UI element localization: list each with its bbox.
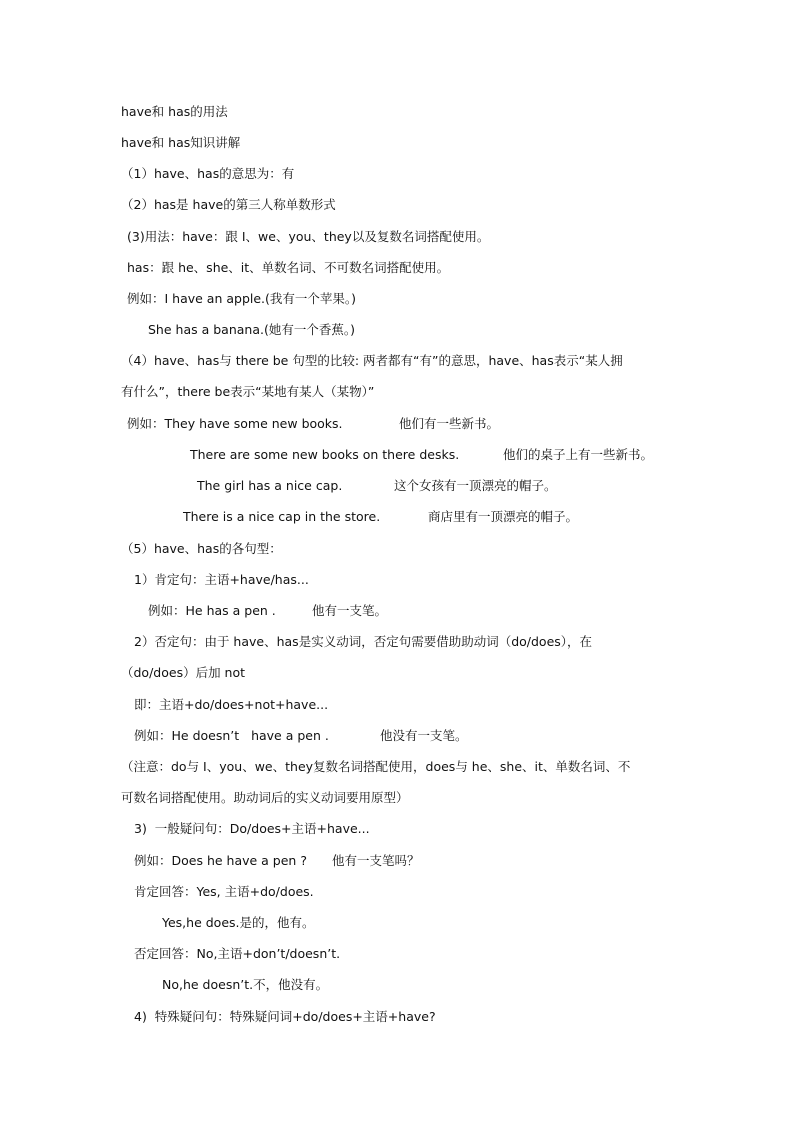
example-5-en: The girl has a nice cap.	[197, 478, 343, 493]
para-5-line-1: （4）have、has与 there be 句型的比较: 两者都有“有”的意思，have、has表示“某人拥	[121, 353, 623, 368]
para-4: has：跟 he、she、it、单数名词、不可数名词搭配使用。	[127, 260, 450, 275]
sentence-type-4: 4) 特殊疑问句：特殊疑问词+do/does+主语+have?	[134, 1009, 436, 1024]
negative-answer-example: No,he doesn’t.不，他没有。	[162, 977, 329, 992]
example-6-cn: 商店里有一顶漂亮的帽子。	[428, 509, 579, 524]
sentence-type-3-example-cn: 他有一支笔吗？	[332, 853, 420, 868]
affirmative-answer-example: Yes,he does.是的，他有。	[162, 915, 315, 930]
sentence-type-2-line-3: 即：主语+do/does+not+have...	[134, 697, 329, 712]
note-line-1: （注意：do与 I、you、we、they复数名词搭配使用，does与 he、she、it、单数名词、不	[121, 759, 631, 774]
para-6: （5）have、has的各句型：	[121, 541, 282, 556]
example-6-en: There is a nice cap in the store.	[183, 509, 381, 524]
para-3: (3)用法：have：跟 I、we、you、they以及复数名词搭配使用。	[127, 229, 490, 244]
sentence-type-3: 3) 一般疑问句：Do/does+主语+have...	[134, 821, 370, 836]
sentence-type-3-example-en: 例如：Does he have a pen ?	[134, 853, 307, 868]
example-4-cn: 他们的桌子上有一些新书。	[503, 447, 654, 462]
example-4-en: There are some new books on there desks.	[190, 447, 460, 462]
example-3-en: 例如：They have some new books.	[127, 416, 343, 431]
para-2: （2）has是 have的第三人称单数形式	[121, 197, 336, 212]
negative-answer: 否定回答：No,主语+don’t/doesn’t.	[134, 946, 341, 961]
sentence-type-1-example-cn: 他有一支笔。	[312, 603, 388, 618]
example-5-cn: 这个女孩有一顶漂亮的帽子。	[394, 478, 557, 493]
example-3-cn: 他们有一些新书。	[399, 416, 500, 431]
para-5-line-2: 有什么”，there be表示“某地有某人（某物）”	[121, 384, 375, 399]
sentence-type-1-example-en: 例如：He has a pen .	[148, 603, 276, 618]
affirmative-answer: 肯定回答：Yes, 主语+do/does.	[134, 884, 314, 899]
example-1: 例如：I have an apple.(我有一个苹果。)	[127, 291, 357, 306]
sentence-type-2-line-2: （do/does）后加 not	[121, 665, 246, 680]
example-2: She has a banana.(她有一个香蕉。)	[148, 322, 355, 337]
sentence-type-1: 1）肯定句：主语+have/has...	[134, 572, 309, 587]
note-line-2: 可数名词搭配使用。助动词后的实义动词要用原型）	[121, 790, 409, 805]
para-1: （1）have、has的意思为：有	[121, 166, 295, 181]
sentence-type-2-example-en: 例如：He doesn’t have a pen .	[134, 728, 329, 743]
sentence-type-2-line-1: 2）否定句：由于 have、has是实义动词，否定句需要借助助动词（do/does），在	[134, 634, 593, 649]
doc-subtitle: have和 has知识讲解	[121, 135, 241, 150]
doc-title: have和 has的用法	[121, 104, 228, 119]
sentence-type-2-example-cn: 他没有一支笔。	[380, 728, 468, 743]
